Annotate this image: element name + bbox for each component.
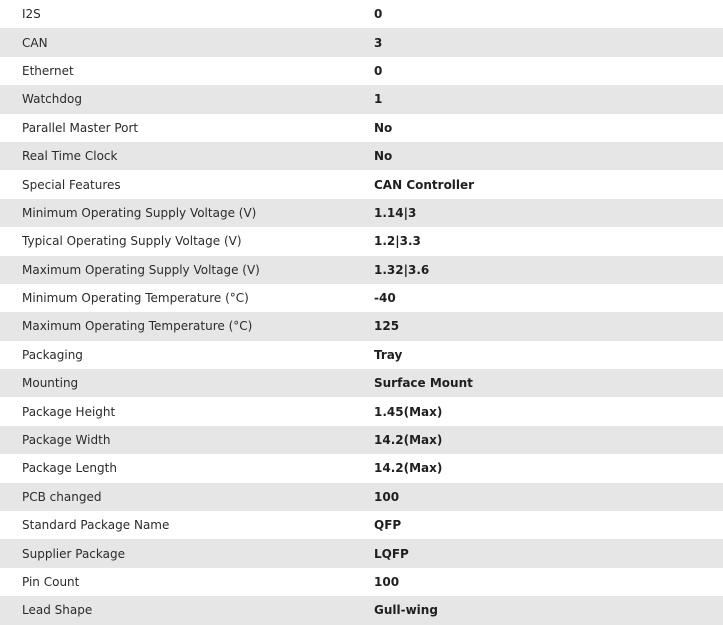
spec-label: Special Features	[22, 177, 121, 192]
table-row	[0, 341, 723, 369]
table-row	[0, 85, 723, 113]
spec-value: 0	[374, 63, 383, 78]
table-row	[0, 568, 723, 596]
spec-value: 0	[374, 7, 383, 22]
spec-label: Pin Count	[22, 575, 80, 589]
table-row	[0, 454, 723, 482]
table-row	[0, 483, 723, 511]
table-row	[0, 227, 723, 255]
spec-value: 125	[374, 319, 400, 334]
table-row	[0, 256, 723, 284]
spec-label: PCB changed	[22, 489, 102, 504]
spec-label: Minimum Operating Supply Voltage (V)	[22, 205, 257, 220]
spec-value: No	[374, 149, 393, 164]
spec-label: Mounting	[22, 376, 79, 391]
table-row	[0, 397, 723, 425]
spec-value: 100	[374, 489, 400, 504]
spec-value: No	[374, 120, 393, 135]
spec-label: Packaging	[22, 347, 83, 362]
table-row	[0, 199, 723, 227]
spec-value: Surface Mount	[374, 376, 473, 391]
spec-label: Supplier Package	[22, 546, 125, 561]
spec-value: LQFP	[374, 546, 409, 561]
spec-value: Tray	[374, 347, 403, 362]
table-row	[0, 511, 723, 539]
spec-value: 1	[374, 92, 383, 107]
spec-label: Real Time Clock	[22, 149, 118, 164]
spec-value: 1.14|3	[374, 205, 417, 220]
spec-value: 1.45(Max)	[374, 404, 443, 419]
spec-label: I2S	[22, 7, 41, 22]
spec-label: Lead Shape	[22, 603, 93, 618]
table-row	[0, 284, 723, 312]
spec-label: Package Height	[22, 404, 116, 419]
spec-value: CAN Controller	[374, 177, 475, 192]
spec-label: Parallel Master Port	[22, 120, 139, 135]
table-row	[0, 312, 723, 340]
table-row	[0, 369, 723, 397]
spec-value: 1.32|3.6	[374, 262, 430, 277]
table-row	[0, 28, 723, 56]
table-row	[0, 142, 723, 170]
spec-value: Gull-wing	[374, 603, 438, 618]
table-row	[0, 0, 723, 28]
spec-value: QFP	[374, 518, 402, 533]
spec-value: 14.2(Max)	[374, 433, 443, 448]
spec-label: Package Width	[22, 433, 111, 448]
spec-label: Maximum Operating Supply Voltage (V)	[22, 262, 260, 277]
spec-label: Watchdog	[22, 92, 82, 107]
spec-value: 100	[374, 575, 400, 589]
spec-value: 1.2|3.3	[374, 234, 421, 249]
spec-label: Typical Operating Supply Voltage (V)	[22, 234, 242, 249]
table-row	[0, 596, 723, 624]
spec-value: -40	[374, 291, 396, 306]
table-row	[0, 426, 723, 454]
spec-label: Standard Package Name	[22, 518, 170, 533]
spec-label: Ethernet	[22, 63, 74, 78]
table-row	[0, 57, 723, 85]
table-row	[0, 170, 723, 198]
table-row	[0, 114, 723, 142]
table-row	[0, 539, 723, 567]
spec-value: 3	[374, 35, 383, 50]
spec-label: CAN	[22, 35, 48, 50]
spec-label: Minimum Operating Temperature (°C)	[22, 291, 249, 306]
spec-value: 14.2(Max)	[374, 461, 443, 476]
spec-label: Package Length	[22, 461, 117, 476]
spec-label: Maximum Operating Temperature (°C)	[22, 319, 253, 334]
